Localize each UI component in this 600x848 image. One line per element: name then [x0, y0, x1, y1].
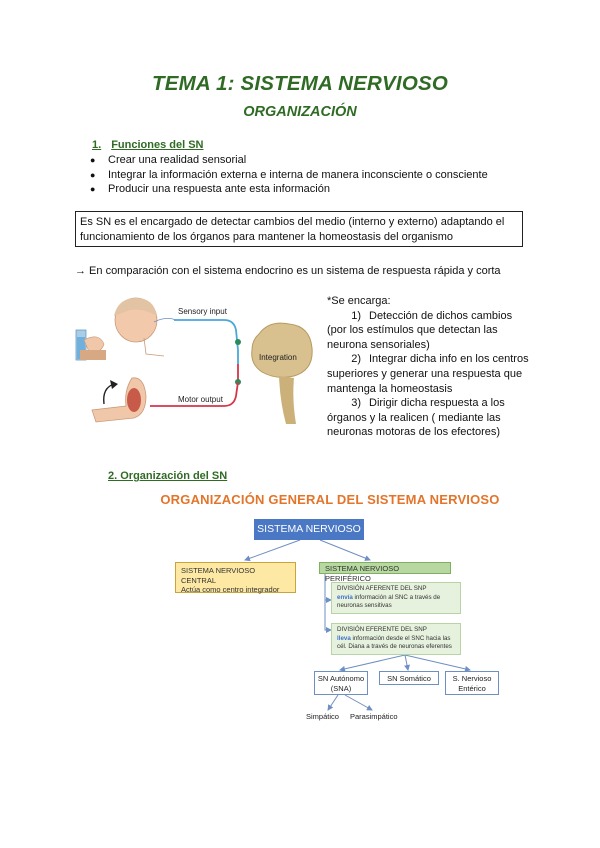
- bullet-icon: ●: [90, 184, 96, 194]
- spinal-cord-icon: [279, 376, 296, 424]
- encarga-intro: *Se encarga:: [327, 295, 391, 307]
- step-text: órganos y la realicen ( mediante las: [327, 411, 501, 424]
- efferent-line: [337, 635, 455, 644]
- integration-label: Integration: [259, 353, 297, 362]
- definition-box: [75, 211, 523, 247]
- list-item-text: Crear una realidad sensorial: [108, 154, 247, 166]
- afferent-verb: envía: [337, 593, 353, 601]
- step-text: (por los estímulos que detectan las: [327, 324, 498, 337]
- arrow-to-sna: [340, 655, 405, 670]
- step-number: 2): [351, 353, 361, 366]
- sensory-label: Sensory input: [178, 307, 227, 316]
- step-number: 3): [351, 397, 361, 410]
- efferent-title: DIVISIÓN EFERENTE DEL SNP: [337, 626, 427, 633]
- efferent-verb: lleva: [337, 634, 351, 642]
- comparison-text: → En comparación con el sistema endocrino es un sistema de respuesta rápida y corta: [75, 265, 501, 277]
- node-efferent-division: [331, 623, 461, 655]
- step-text: neuronas motoras de los efectores): [327, 426, 501, 439]
- step-text: Detección de dichos cambios: [369, 309, 513, 322]
- page-subtitle: ORGANIZACIÓN: [243, 104, 357, 120]
- arrow-to-simpatico: [328, 695, 338, 710]
- list-item-text: Integrar la información externa e interna de manera inconsciente o consciente: [108, 168, 488, 181]
- step-text: neurona sensoriales): [327, 338, 430, 351]
- snc-title: SISTEMA NERVIOSO CENTRAL: [181, 566, 256, 585]
- afferent-title: DIVISIÓN AFERENTE DEL SNP: [337, 585, 427, 592]
- list-item: [90, 168, 488, 183]
- section-1-number: 1.: [92, 139, 102, 151]
- sna-line-1: SN Autónomo: [317, 674, 365, 683]
- node-afferent-division: [331, 582, 461, 614]
- wrist-icon: [80, 350, 106, 360]
- node-snp: SISTEMA NERVIOSO PERIFÉRICO: [319, 562, 451, 574]
- sna-line-2: (SNA): [330, 683, 352, 693]
- node-sn-somatico: SN Somático: [379, 671, 439, 685]
- motor-label: Motor output: [178, 395, 223, 404]
- efferent-text: información desde el SNC hacia las: [350, 634, 451, 642]
- sne-line-1: S. Nervioso: [452, 674, 492, 683]
- list-item: [90, 182, 488, 197]
- sensory-pathway: [174, 320, 238, 350]
- list-item: [90, 153, 488, 168]
- node-snc: [175, 562, 296, 593]
- afferent-text: información al SNC a través de: [352, 593, 441, 601]
- afferent-line: [337, 594, 455, 603]
- node-sn-autonomo: [314, 671, 368, 695]
- efferent-line-2: cél. Diana a través de neuronas eferentes: [337, 643, 452, 650]
- node-sn-enterico: [445, 671, 499, 695]
- sne-line-2: Entérico: [458, 683, 486, 693]
- step-number: 1): [351, 309, 361, 322]
- arrow-to-parasimpatico: [345, 695, 372, 710]
- encarga-step: [327, 396, 537, 411]
- step-text: mantenga la homeostasis: [327, 382, 453, 395]
- arrowhead-icon: [110, 380, 118, 389]
- snc-description: Actúa como centro integrador: [181, 585, 280, 594]
- muscle-icon: [127, 388, 141, 412]
- definition-line-1: Es SN es el encargado de detectar cambios del medio (interno y externo) adaptando el: [80, 216, 505, 228]
- encarga-step: [327, 309, 537, 324]
- functions-list: [90, 153, 488, 197]
- section-2-heading: 2. Organización del SN: [108, 470, 228, 482]
- afferent-line-2: neuronas sensitivas: [337, 602, 392, 609]
- arrow-root-to-snp: [320, 540, 370, 560]
- list-item-text: Producir una respuesta ante esta información: [108, 183, 330, 195]
- brain-icon: [252, 323, 312, 377]
- functions-description: [327, 294, 537, 440]
- diagram-title: ORGANIZACIÓN GENERAL DEL SISTEMA NERVIOSO: [160, 492, 500, 507]
- arrow-to-sns: [405, 655, 408, 670]
- bullet-icon: ●: [90, 155, 96, 165]
- step-text: Integrar dicha info en los centros: [369, 353, 529, 366]
- bullet-icon: ●: [90, 169, 96, 180]
- synapse-icon: [235, 339, 241, 345]
- step-text: Dirigir dicha respuesta a los: [369, 397, 505, 410]
- arrow-to-sne: [405, 655, 470, 670]
- section-1-heading: [92, 139, 203, 151]
- neck-icon: [144, 338, 164, 356]
- page-title: TEMA 1: SISTEMA NERVIOSO: [151, 72, 448, 95]
- section-1-title: Funciones del SN: [111, 139, 204, 151]
- definition-line-2: funcionamiento de los órganos para mantener la homeostasis del organismo: [80, 230, 453, 243]
- node-simpatico: Simpático: [306, 712, 339, 721]
- node-sistema-nervioso: SISTEMA NERVIOSO: [254, 519, 364, 540]
- node-parasimpatico: Parasimpático: [350, 712, 398, 721]
- step-text: superiores y generar una respuesta que: [327, 367, 523, 380]
- encarga-step: [327, 352, 537, 367]
- nervous-system-illustration: [74, 292, 319, 432]
- arrow-root-to-snc: [245, 540, 300, 560]
